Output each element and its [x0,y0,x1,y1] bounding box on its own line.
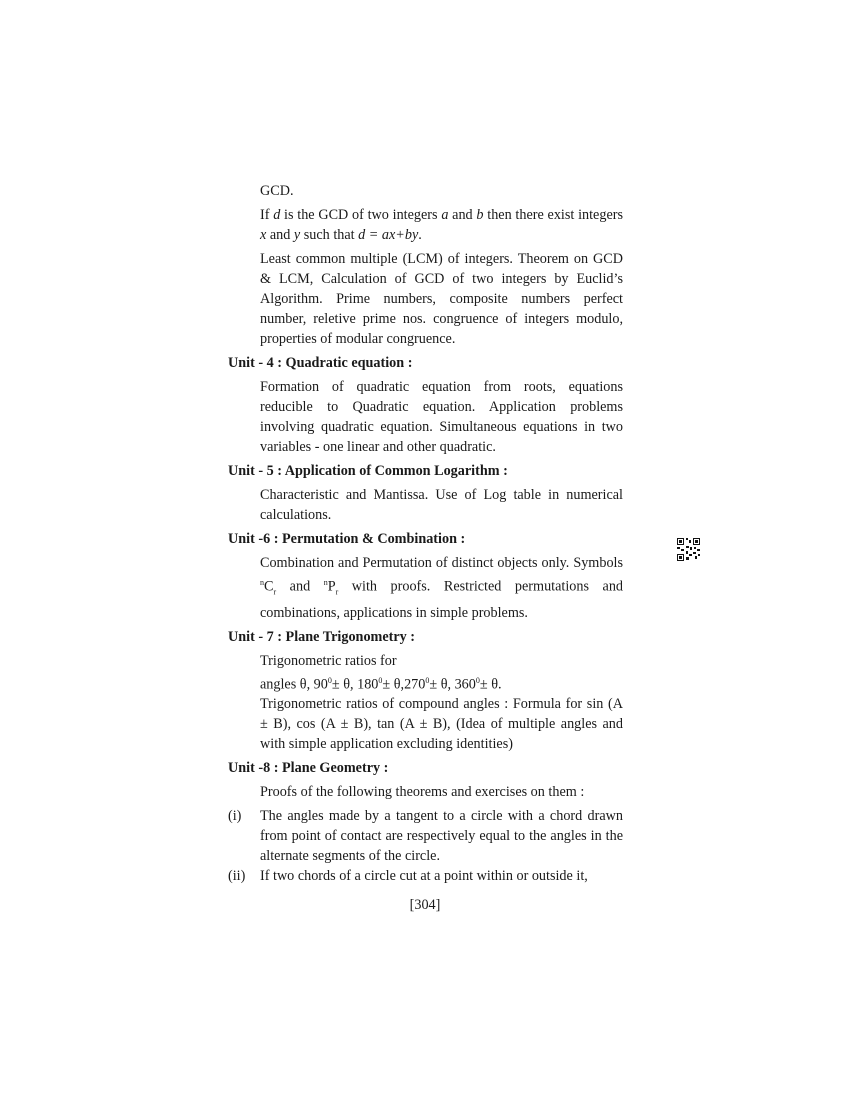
unit-7-heading: Unit - 7 : Plane Trigonometry : [228,628,416,645]
theorem-item [228,866,623,886]
unit-5-heading: Unit - 5 : Application of Common Logarithm : [228,463,508,479]
unit-8-intro: Proofs of the following theorems and exercises on them : [260,784,585,801]
theorem-text: The angles made by a tangent to a circle with a chord drawn from point of contact are respectively equal to the angles in the alternate segments of the circle. [260,808,623,865]
unit-4-body: Formation of quadratic equation from roots, equations reducible to Quadratic equation. Application problems involving quadratic equation. Simultaneous equations in two variables - one linear and other quadratic. [260,379,623,455]
unit-6-body: Combination and Permutation of distinct objects only. Symbols $^nC_r$ and $^nP_r$ with proofs. Restricted permutations and combinations, applications in simple problems. [260,555,624,621]
unit-6-heading: Unit -6 : Permutation & Combination : [228,531,466,547]
theorem-item [228,806,623,866]
page-number: [304] [409,897,441,913]
qr-code-icon [676,537,701,562]
content-column [228,181,623,886]
theorem-text: If two chords of a circle cut at a point within or outside it, [260,868,588,885]
theorem-number: (i) [228,808,242,825]
theorem-number: (ii) [228,868,246,885]
unit-8-heading: Unit -8 : Plane Geometry : [228,760,389,777]
unit-7-body: Trigonometric ratios for angles θ, $90^0\pm \theta$, $180^0\pm \theta,270^0\pm \theta$, $360^0\pm \theta$. Trigonometric ratios of compound angles : Formula for sin (A ± B), cos (A ± B), tan (A ± B), (Idea of multiple angles and with simple application excluding identities) [260,652,623,753]
lcm-paragraph: Least common multiple (LCM) of integers. Theorem on GCD & LCM, Calculation of GCD of two integers by Euclid’s Algorithm. Prime numbers, composite numbers perfect number, reletive prime nos. congruence of integers modulo, properties of modular congruence. [260,251,623,347]
unit-5-body: Characteristic and Mantissa. Use of Log table in numerical calculations. [260,487,623,523]
gcd-line: GCD. [260,183,294,199]
unit-4-heading: Unit - 4 : Quadratic equation : [228,355,413,371]
bezout-paragraph: If d is the GCD of two integers a and b then there exist integers x and y such that d = ax+by. [260,207,623,243]
